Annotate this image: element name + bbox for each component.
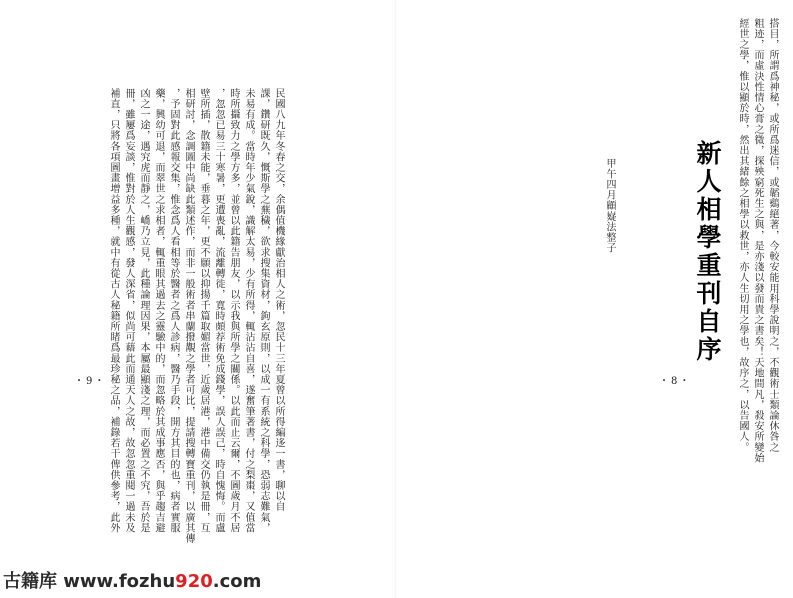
text-line: 凶之一途，遇究虎而靜之，嶠乃立見，此種論理因果，本屬最顯淺之理，而必置之不究，吾於是	[138, 88, 149, 534]
text-line: 補直，只將各項圖畫增益多種，就中有從古人秘籍所睹爲最珍秘之品，補錄若干俾供參考，此外	[108, 88, 119, 534]
watermark-url-prefix: www.fozhu	[63, 571, 176, 592]
text-line: ，予固對此感報交集，惟念爲人看相等於醫者之爲人診病，醫乃手段，開方其目的也，病者實服	[168, 88, 179, 534]
text-line: 時所攝致力之學方多，並曾以此籍告朋友，以示我與所學之關係。以此而止云爾，不圖歲月不居	[228, 88, 239, 534]
page-number-right: ・8・	[659, 376, 692, 387]
right-page	[396, 0, 793, 598]
page-title: 新人相學重刊自序	[693, 140, 722, 364]
site-watermark	[0, 566, 363, 598]
text-line: 未易有成。當時年少氣銳，識解太易，少有所得，輒沾沾自喜，遂奮筆著書，付之梨棗，又值當	[243, 88, 254, 534]
text-line: 冊，雖屢爲妄談，惟對於人生觀感，發人深省，似尚可藉此而通天人之故，故忽忽重閱一過未及	[123, 88, 134, 534]
watermark-url-suffix: .com	[212, 571, 262, 592]
text-line: 民國八九年冬春之交，余偶值機緣獻治相人之術，忽民十三年夏曾以所得編迻一書，聊以自	[273, 88, 284, 512]
watermark-site-name: 古籍库	[3, 571, 57, 592]
text-line: 搭目，所謂爲神秘，或所爲迷信，或韜鷄絕著，今較安能用科學說明之，不觀術士類論休咎之	[767, 18, 778, 453]
text-line: 壁所插，散籍未能，垂暮之年，更不願以抑揚千篇取媚當世，近歲居港，港中備交仍執是冊，互	[198, 88, 209, 534]
preface-body-left	[58, 88, 286, 544]
text-line: 藥，興幼可退，而翠世之求相者，輒重眼其過去之靈驗中的，而忽略於其成事應否，與乎趨吉避	[153, 88, 164, 534]
text-line: 經世之學，惟以顯於時，然出其緒餘之相學以救世，亦人生切用之學也，故序之，以告國人。	[737, 18, 748, 453]
watermark-url-accent: 920	[175, 571, 213, 592]
text-line: 相研討，念調圖中尚缺此類述作，而非一般術者串蘭撥覯之學者可比，提請搜轉寶重刊，以廣其傳	[183, 88, 194, 544]
left-page	[0, 0, 396, 598]
watermark-url[interactable]	[63, 571, 261, 592]
author-signature: 甲午四月顧嶷法整子	[604, 158, 615, 254]
text-line: 課，鑽研既久，慨斯學之蕪穢，欲求搜集資材，鉤玄原則，以成一有系統之科學，恐弱志難氣，	[258, 88, 269, 534]
page-number-left: ・9・	[74, 376, 107, 387]
text-line: ，忽忽已易三十寒暑，更遭喪亂，流離轉徙，寬時頗荐術免成錢學，誤人誤己，時自愧悔。而盧	[213, 88, 224, 534]
text-line: 粗迹，而虛決性情心膏之微，探殃窮死生之與，是亦淺以發而貴之書矣！天地間凡，殺安所變始	[752, 18, 763, 464]
